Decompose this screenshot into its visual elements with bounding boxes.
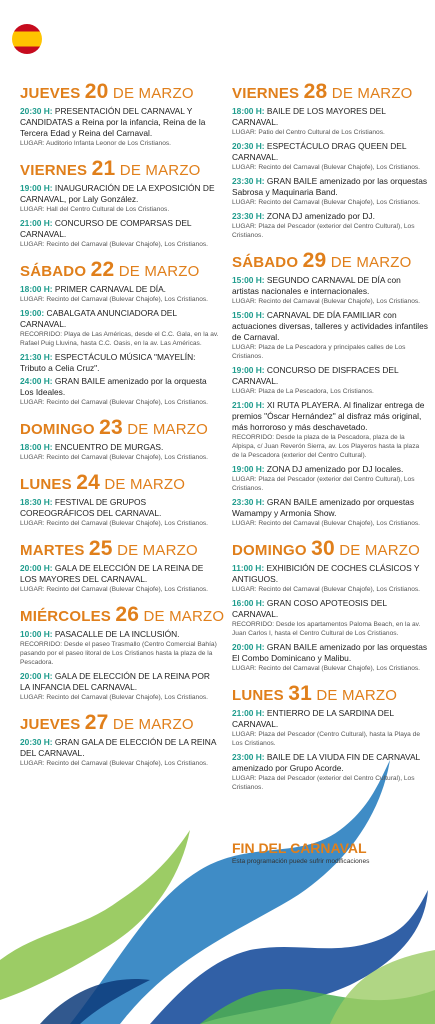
event-description: BAILE DE LOS MAYORES DEL CARNAVAL.	[232, 106, 386, 127]
event-description: ZONA DJ amenizado por DJ.	[266, 211, 375, 221]
event	[232, 365, 428, 387]
event	[20, 376, 220, 398]
event-description: CONCURSO DE DISFRACES DEL CARNAVAL.	[232, 365, 399, 386]
event-description: GRAN BAILE amenizado por orquestas Wamampy y Armonia Show.	[232, 497, 415, 518]
event-time: 23:30 H:	[232, 176, 265, 186]
schedule-right-column	[232, 82, 428, 803]
event-location: LUGAR: Recinto del Carnaval (Bulevar Chajofe), Los Cristianos.	[20, 296, 209, 303]
event-location: LUGAR: Recinto del Carnaval (Bulevar Chajofe), Los Cristianos.	[20, 399, 209, 406]
day-number: 22	[90, 258, 115, 281]
event-time: 20:30 H:	[20, 737, 53, 747]
event-time: 21:00 H:	[232, 708, 265, 718]
event-location: LUGAR: Plaza de La Pescadora, Los Cristianos.	[232, 388, 374, 395]
month: DE MARZO	[339, 542, 421, 559]
event-time: 20:00 H:	[20, 563, 53, 573]
event-time: 20:30 H:	[20, 106, 53, 116]
weekday: MARTES	[20, 542, 85, 559]
event	[20, 629, 220, 640]
day-title	[232, 251, 428, 273]
event	[232, 563, 428, 585]
event-time: 15:00 H:	[232, 275, 265, 285]
event	[232, 176, 428, 198]
event-location: LUGAR: Recinto del Carnaval (Bulevar Chajofe), Los Cristianos.	[20, 694, 209, 701]
event-location: LUGAR: Recinto del Carnaval (Bulevar Chajofe), Los Cristianos.	[20, 241, 209, 248]
event-location: LUGAR: Plaza de La Pescadora y principales calles de Los Cristianos.	[232, 344, 406, 360]
month: DE MARZO	[118, 263, 200, 280]
day-number: 20	[84, 80, 109, 103]
event	[20, 284, 220, 295]
day-title	[20, 539, 220, 561]
month: DE MARZO	[112, 85, 194, 102]
event-description: SEGUNDO CARNAVAL DE DÍA con artistas nacionales e internacionales.	[232, 275, 401, 296]
event	[232, 310, 428, 343]
event	[232, 400, 428, 433]
event-location: LUGAR: Recinto del Carnaval (Bulevar Chajofe), Los Cristianos.	[232, 298, 421, 305]
event-description: INAUGURACIÓN DE LA EXPOSICIÓN DE CARNAVAL, por Laly González.	[20, 183, 215, 204]
event-location: LUGAR: Recinto del Carnaval (Bulevar Chajofe), Los Cristianos.	[232, 520, 421, 527]
event-time: 23:30 H:	[232, 211, 265, 221]
event	[232, 211, 428, 222]
event-description: ENCUENTRO DE MURGAS.	[54, 442, 164, 452]
event-time: 18:00 H:	[232, 106, 265, 116]
weekday: VIERNES	[20, 162, 88, 179]
event	[232, 598, 428, 620]
day-title	[232, 684, 428, 706]
day-title	[232, 82, 428, 104]
weekday: SÁBADO	[20, 263, 87, 280]
event-location: LUGAR: Plaza del Pescador (exterior del Centro Cultural), Los Cristianos.	[232, 223, 415, 239]
weekday: MIÉRCOLES	[20, 608, 111, 625]
weekday: LUNES	[20, 476, 72, 493]
event-description: CONCURSO DE COMPARSAS DEL CARNAVAL.	[20, 218, 192, 239]
event-time: 24:00 H:	[20, 376, 53, 386]
day-number: 28	[303, 80, 328, 103]
event-time: 23:30 H:	[232, 497, 265, 507]
spain-flag-icon	[12, 24, 42, 54]
event-time: 19:00 H:	[232, 464, 265, 474]
day-block	[20, 418, 220, 462]
month: DE MARZO	[104, 476, 186, 493]
event-description: GALA DE ELECCIÓN DE LA REINA POR LA INFANCIA DEL CARNAVAL.	[20, 671, 210, 692]
event-location: RECORRIDO: Playa de Las Américas, desde el C.C. Gala, en la av. Rafael Puig Lluvina, hasta C.C. Oasis, en la av. Las Américas.	[20, 331, 219, 347]
day-number: 21	[91, 157, 116, 180]
event-location: LUGAR: Recinto del Carnaval (Bulevar Chajofe), Los Cristianos.	[20, 586, 209, 593]
event-time: 20:00 H:	[20, 671, 53, 681]
day-block	[232, 539, 428, 673]
day-block	[232, 251, 428, 528]
event-location: LUGAR: Hall del Centro Cultural de Los Cristianos.	[20, 206, 170, 213]
event-description: GRAN BAILE amenizado por las orquestas Sabrosa y Maquinaria Band.	[232, 176, 428, 197]
event-description: CABALGATA ANUNCIADORA DEL CARNAVAL.	[20, 308, 177, 329]
event-time: 18:00 H:	[20, 284, 53, 294]
event-description: GALA DE ELECCIÓN DE LA REINA DE LOS MAYORES DEL CARNAVAL.	[20, 563, 204, 584]
event	[20, 218, 220, 240]
schedule-left-column	[20, 80, 225, 779]
event-description: BAILE DE LA VIUDA FIN DE CARNAVAL amenizado por Grupo Acorde.	[232, 752, 420, 773]
weekday: DOMINGO	[20, 421, 95, 438]
event-time: 18:00 H:	[20, 442, 53, 452]
event-location: RECORRIDO: Desde el paseo Trasmallo (Centro Comercial Bahía) pasando por el paseo litoral de Los Cristianos hasta la plaza de la Pescadora.	[20, 641, 217, 666]
day-number: 29	[302, 249, 327, 272]
day-block	[232, 82, 428, 240]
footer-subtitle: Esta programación puede sufrir modificaciones	[232, 858, 370, 865]
event-location: LUGAR: Auditorio Infanta Leonor de Los Cristianos.	[20, 140, 172, 147]
event	[20, 671, 220, 693]
day-block	[20, 260, 220, 407]
event-time: 21:00 H:	[20, 218, 53, 228]
month: DE MARZO	[117, 542, 198, 559]
event-time: 16:00 H:	[232, 598, 265, 608]
event-location: LUGAR: Recinto del Carnaval (Bulevar Chajofe), Los Cristianos.	[232, 164, 421, 171]
day-number: 24	[76, 471, 100, 494]
month: DE MARZO	[316, 687, 398, 704]
event-description: ENTIERRO DE LA SARDINA DEL CARNAVAL.	[232, 708, 394, 729]
day-block	[20, 713, 220, 768]
day-block	[20, 473, 220, 528]
event-time: 21:00 H:	[232, 400, 265, 410]
event-description: PRIMER CARNAVAL DE DÍA.	[54, 284, 166, 294]
event-description: ESPECTÁCULO DRAG QUEEN DEL CARNAVAL.	[232, 141, 407, 162]
event-location: RECORRIDO: Desde los apartamentos Paloma Beach, en la av. Juan Carlos I, hasta el Centro Cultural de Los Cristianos.	[232, 621, 421, 637]
day-number: 23	[99, 416, 123, 439]
day-number: 25	[88, 537, 113, 560]
day-title	[20, 603, 225, 627]
event-location: LUGAR: Recinto del Carnaval (Bulevar Chajofe), Los Cristianos.	[20, 760, 209, 767]
event-time: 10:00 H:	[20, 629, 53, 639]
day-number: 27	[84, 711, 109, 734]
event-time: 23:00 H:	[232, 752, 265, 762]
event	[232, 642, 428, 664]
event	[232, 141, 428, 163]
event-location: LUGAR: Recinto del Carnaval (Bulevar Chajofe), Los Cristianos.	[20, 454, 209, 461]
event	[20, 737, 220, 759]
day-block	[20, 159, 220, 249]
event-description: GRAN BAILE amenizado por las orquestas El Combo Dominicano y Malibu.	[232, 642, 428, 663]
event-location: LUGAR: Recinto del Carnaval (Bulevar Chajofe), Los Cristianos.	[232, 665, 421, 672]
day-number: 31	[288, 682, 312, 705]
day-title	[20, 159, 220, 181]
event	[20, 497, 220, 519]
event-location: LUGAR: Patio del Centro Cultural de Los Cristianos.	[232, 129, 385, 136]
weekday: JUEVES	[20, 716, 81, 733]
month: DE MARZO	[119, 162, 201, 179]
day-block	[232, 684, 428, 792]
event-description: PASACALLE DE LA INCLUSIÓN.	[54, 629, 180, 639]
day-title	[20, 260, 220, 282]
weekday: LUNES	[232, 687, 284, 704]
event	[20, 563, 220, 585]
weekday: JUEVES	[20, 85, 81, 102]
month: DE MARZO	[127, 421, 209, 438]
day-block	[20, 603, 225, 702]
event	[20, 308, 220, 330]
event-location: LUGAR: Plaza del Pescador (Centro Cultural), hasta la Playa de Los Cristianos.	[232, 731, 421, 747]
month: DE MARZO	[330, 254, 412, 271]
day-number: 26	[115, 603, 140, 626]
event	[20, 442, 220, 453]
event-time: 20:00 H:	[232, 642, 265, 652]
event-description: ESPECTÁCULO MÚSICA "MAYELÍN: Tributo a Celia Cruz".	[20, 352, 196, 373]
event-location: LUGAR: Recinto del Carnaval (Bulevar Chajofe), Los Cristianos.	[232, 586, 421, 593]
month: DE MARZO	[112, 716, 194, 733]
event-description: GRAN GALA DE ELECCIÓN DE LA REINA DEL CARNAVAL.	[20, 737, 216, 758]
event-time: 19:00:	[20, 308, 45, 318]
event-location: LUGAR: Recinto del Carnaval (Bulevar Chajofe), Los Cristianos.	[20, 520, 209, 527]
event	[232, 106, 428, 128]
event-time: 19:00 H:	[232, 365, 265, 375]
event	[232, 752, 428, 774]
event-description: EXHIBICIÓN DE COCHES CLÁSICOS Y ANTIGUOS.	[232, 563, 420, 584]
event-description: ZONA DJ amenizado por DJ locales.	[266, 464, 404, 474]
event-description: GRAN BAILE amenizado por la orquesta Los Ideales.	[20, 376, 207, 397]
event-description: GRAN COSO APOTEOSIS DEL CARNAVAL.	[232, 598, 387, 619]
event	[20, 183, 220, 205]
event-description: FESTIVAL DE GRUPOS COREOGRÁFICOS DEL CARNAVAL.	[20, 497, 162, 518]
day-title	[232, 539, 428, 561]
event	[232, 275, 428, 297]
day-title	[20, 82, 220, 104]
event	[232, 708, 428, 730]
event-location: LUGAR: Plaza del Pescador (exterior del Centro Cultural), Los Cristianos.	[232, 775, 415, 791]
day-title	[20, 713, 220, 735]
month: DE MARZO	[331, 85, 413, 102]
event-time: 11:00 H:	[232, 563, 265, 573]
event-time: 15:00 H:	[232, 310, 265, 320]
day-title	[20, 473, 220, 495]
event-description: CARNAVAL DE DÍA FAMILIAR con actuaciones diversas, talleres y actividades infantiles de Carnaval.	[232, 310, 428, 342]
event	[20, 106, 220, 139]
event-time: 20:30 H:	[232, 141, 265, 151]
event-location: LUGAR: Recinto del Carnaval (Bulevar Chajofe), Los Cristianos.	[232, 199, 421, 206]
day-title	[20, 418, 220, 440]
weekday: SÁBADO	[232, 254, 299, 271]
day-number: 30	[311, 537, 335, 560]
footer-title: FIN DEL CARNAVAL	[232, 840, 367, 856]
weekday: VIERNES	[232, 85, 300, 102]
event	[232, 464, 428, 475]
event	[20, 352, 220, 374]
event-description: XI RUTA PLAYERA. Al finalizar entrega de premios "Óscar Hernández" al disfraz más original, más horroroso y más deschavetado.	[232, 400, 425, 432]
event-time: 19:00 H:	[20, 183, 53, 193]
event-description: PRESENTACIÓN DEL CARNAVAL Y CANDIDATAS a Reina por la infancia, Reina de la Tercera Edad y Reina del Carnaval.	[20, 106, 206, 138]
footer	[232, 840, 369, 865]
day-block	[20, 82, 220, 148]
event-time: 21:30 H:	[20, 352, 53, 362]
day-block	[20, 539, 220, 594]
month: DE MARZO	[143, 608, 225, 625]
event-location: RECORRIDO: Desde la plaza de la Pescadora, plaza de la Alpispa, c/ Juan Reverón Sierra, av. Los Playeros hasta la plaza de la Pescadora (exterior del Centro Cultural).	[232, 434, 420, 459]
event-time: 18:30 H:	[20, 497, 53, 507]
weekday: DOMINGO	[232, 542, 307, 559]
event	[232, 497, 428, 519]
event-location: LUGAR: Plaza del Pescador (exterior del Centro Cultural), Los Cristianos.	[232, 476, 415, 492]
